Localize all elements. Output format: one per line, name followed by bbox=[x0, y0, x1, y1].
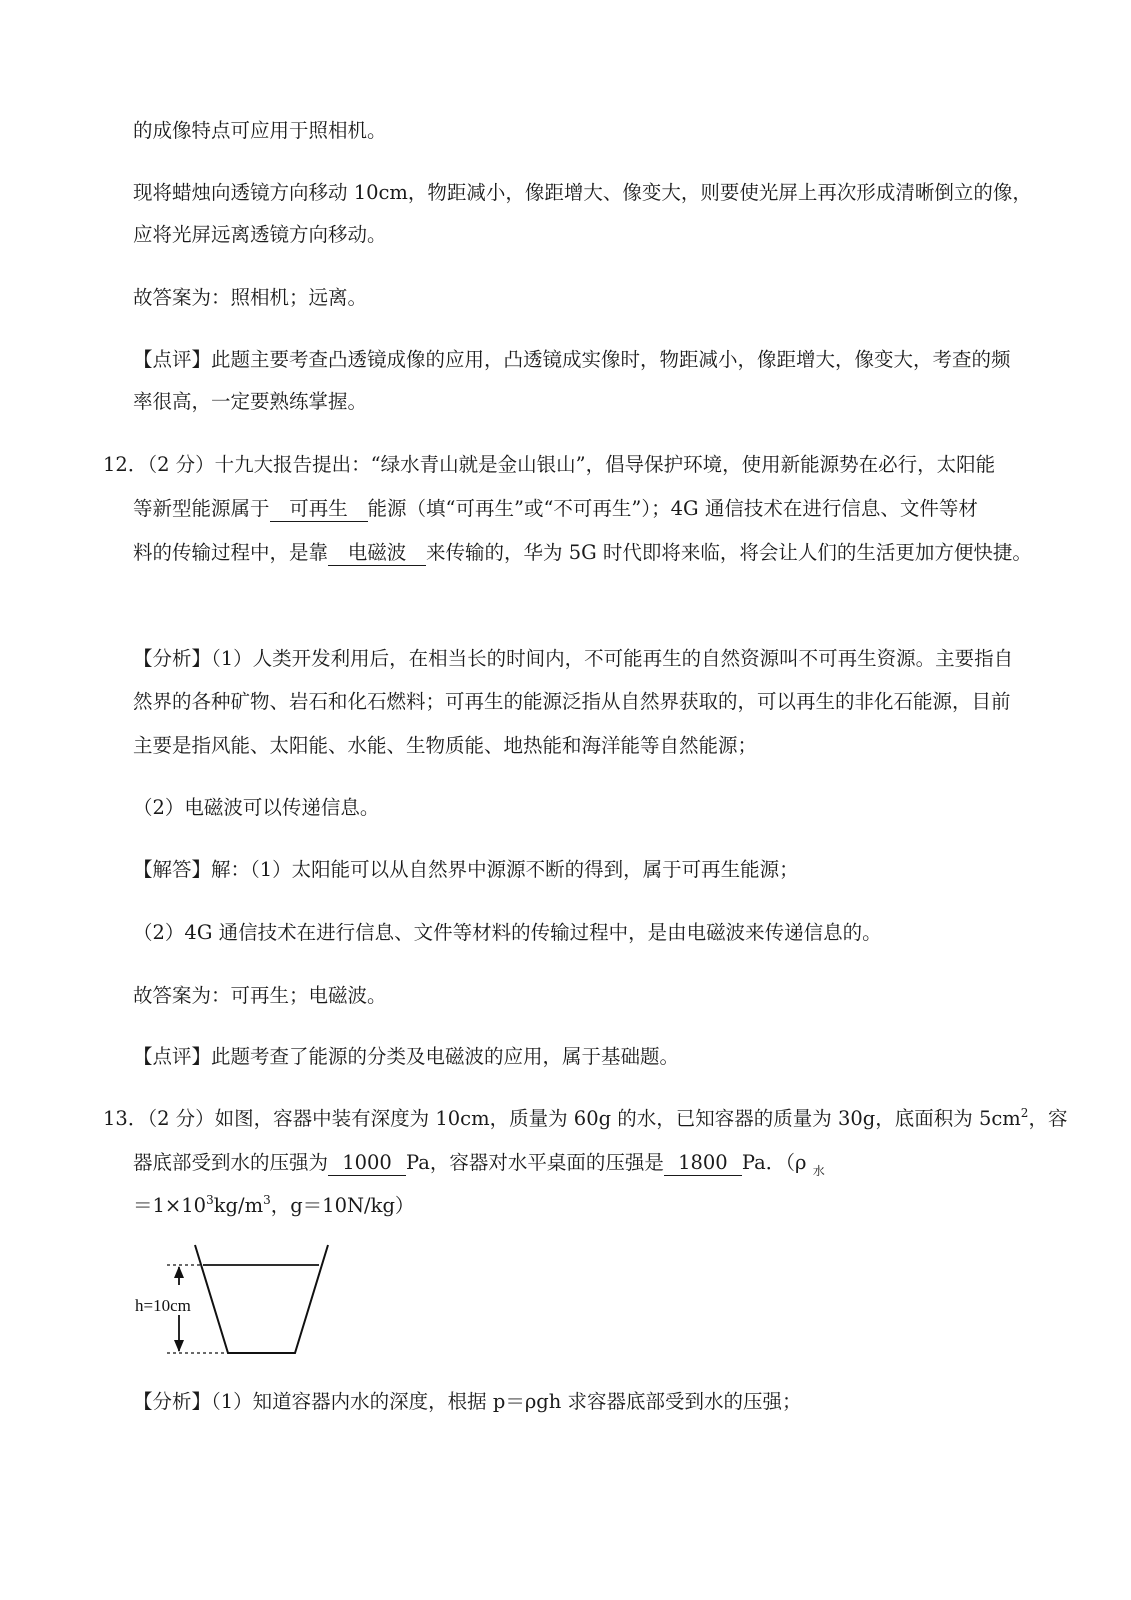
answer-line: 故答案为：可再生；电磁波。 bbox=[133, 984, 387, 1007]
solution-line: （2）4G 通信技术在进行信息、文件等材料的传输过程中，是由电磁波来传递信息的。 bbox=[133, 921, 882, 944]
text-span: 器底部受到水的压强为 bbox=[133, 1151, 329, 1174]
question-12-line-3 bbox=[133, 540, 1032, 566]
answer-blank-3: 1000 bbox=[328, 1151, 406, 1176]
analysis-line: 【分析】（1）人类开发利用后，在相当长的时间内，不可能再生的自然资源叫不可再生资源。主要指自 bbox=[133, 647, 1014, 670]
comment-line: 【点评】此题主要考查凸透镜成像的应用，凸透镜成实像时，物距减小，像距增大，像变大，考查的频 bbox=[133, 348, 1011, 371]
up-arrow-icon bbox=[174, 1266, 184, 1278]
container-outline bbox=[195, 1245, 328, 1353]
text-span: 能源（填“可再生”或“不可再生”）；4G 通信技术在进行信息、文件等材 bbox=[367, 497, 978, 520]
text-span: 来传输的，华为 5G 时代即将来临，将会让人们的生活更加方便快捷。 bbox=[426, 541, 1032, 564]
answer-line: 故答案为：照相机；远离。 bbox=[133, 286, 368, 309]
analysis-line: 然界的各种矿物、岩石和化石燃料；可再生的能源泛指从自然界获取的，可以再生的非化石能源，目前 bbox=[133, 690, 1011, 713]
subscript: 水 bbox=[812, 1164, 825, 1178]
solution-line: 【解答】解：（1）太阳能可以从自然界中源源不断的得到，属于可再生能源； bbox=[133, 858, 799, 881]
text-span: 料的传输过程中，是靠 bbox=[133, 541, 329, 564]
superscript: 2 bbox=[1020, 1106, 1029, 1120]
text-span: Pa，容器对水平桌面的压强是 bbox=[406, 1151, 664, 1174]
answer-blank-4: 1800 bbox=[664, 1151, 742, 1176]
answer-blank-1: 可再生 bbox=[270, 497, 368, 522]
text-span: Pa．（ρ bbox=[741, 1151, 813, 1174]
text-span: ，g＝10N/kg） bbox=[270, 1194, 415, 1217]
comment-line: 率很高，一定要熟练掌握。 bbox=[133, 390, 368, 413]
down-arrow-icon bbox=[174, 1340, 184, 1352]
superscript: 3 bbox=[206, 1193, 214, 1207]
answer-blank-2: 电磁波 bbox=[328, 541, 426, 566]
comment-line: 【点评】此题考查了能源的分类及电磁波的应用，属于基础题。 bbox=[133, 1045, 680, 1068]
text-line: 的成像特点可应用于照相机。 bbox=[133, 119, 387, 142]
question-13-line-2 bbox=[133, 1150, 825, 1176]
text-line: 应将光屏远离透镜方向移动。 bbox=[133, 223, 387, 246]
superscript: 3 bbox=[263, 1193, 271, 1207]
analysis-line: （2）电磁波可以传递信息。 bbox=[133, 796, 380, 819]
analysis-line: 【分析】（1）知道容器内水的深度，根据 p＝ρgh 求容器底部受到水的压强； bbox=[133, 1390, 802, 1413]
text-span: 等新型能源属于 bbox=[133, 497, 270, 520]
analysis-line: 主要是指风能、太阳能、水能、生物质能、地热能和海洋能等自然能源； bbox=[133, 734, 758, 757]
text-span: ＝1×10 bbox=[133, 1194, 207, 1217]
container-figure bbox=[135, 1243, 335, 1363]
text-span: 13．（2 分）如图，容器中装有深度为 10cm，质量为 60g 的水，已知容器的质量为 30g，底面积为 5cm bbox=[103, 1107, 1021, 1130]
question-12-line-2 bbox=[133, 496, 978, 522]
text-line: 现将蜡烛向透镜方向移动 10cm，物距减小，像距增大、像变大，则要使光屏上再次形成清晰倒立的像， bbox=[133, 181, 1032, 204]
question-13-line-1 bbox=[103, 1106, 1067, 1132]
question-13-line-3 bbox=[133, 1193, 414, 1219]
question-12-line-1: 12．（2 分）十九大报告提出：“绿水青山就是金山银山”，倡导保护环境，使用新能源势在必行，太阳能 bbox=[103, 453, 996, 476]
height-label: h=10cm bbox=[135, 1296, 191, 1315]
text-span: ，容 bbox=[1028, 1107, 1068, 1130]
text-span: kg/m bbox=[213, 1194, 264, 1217]
